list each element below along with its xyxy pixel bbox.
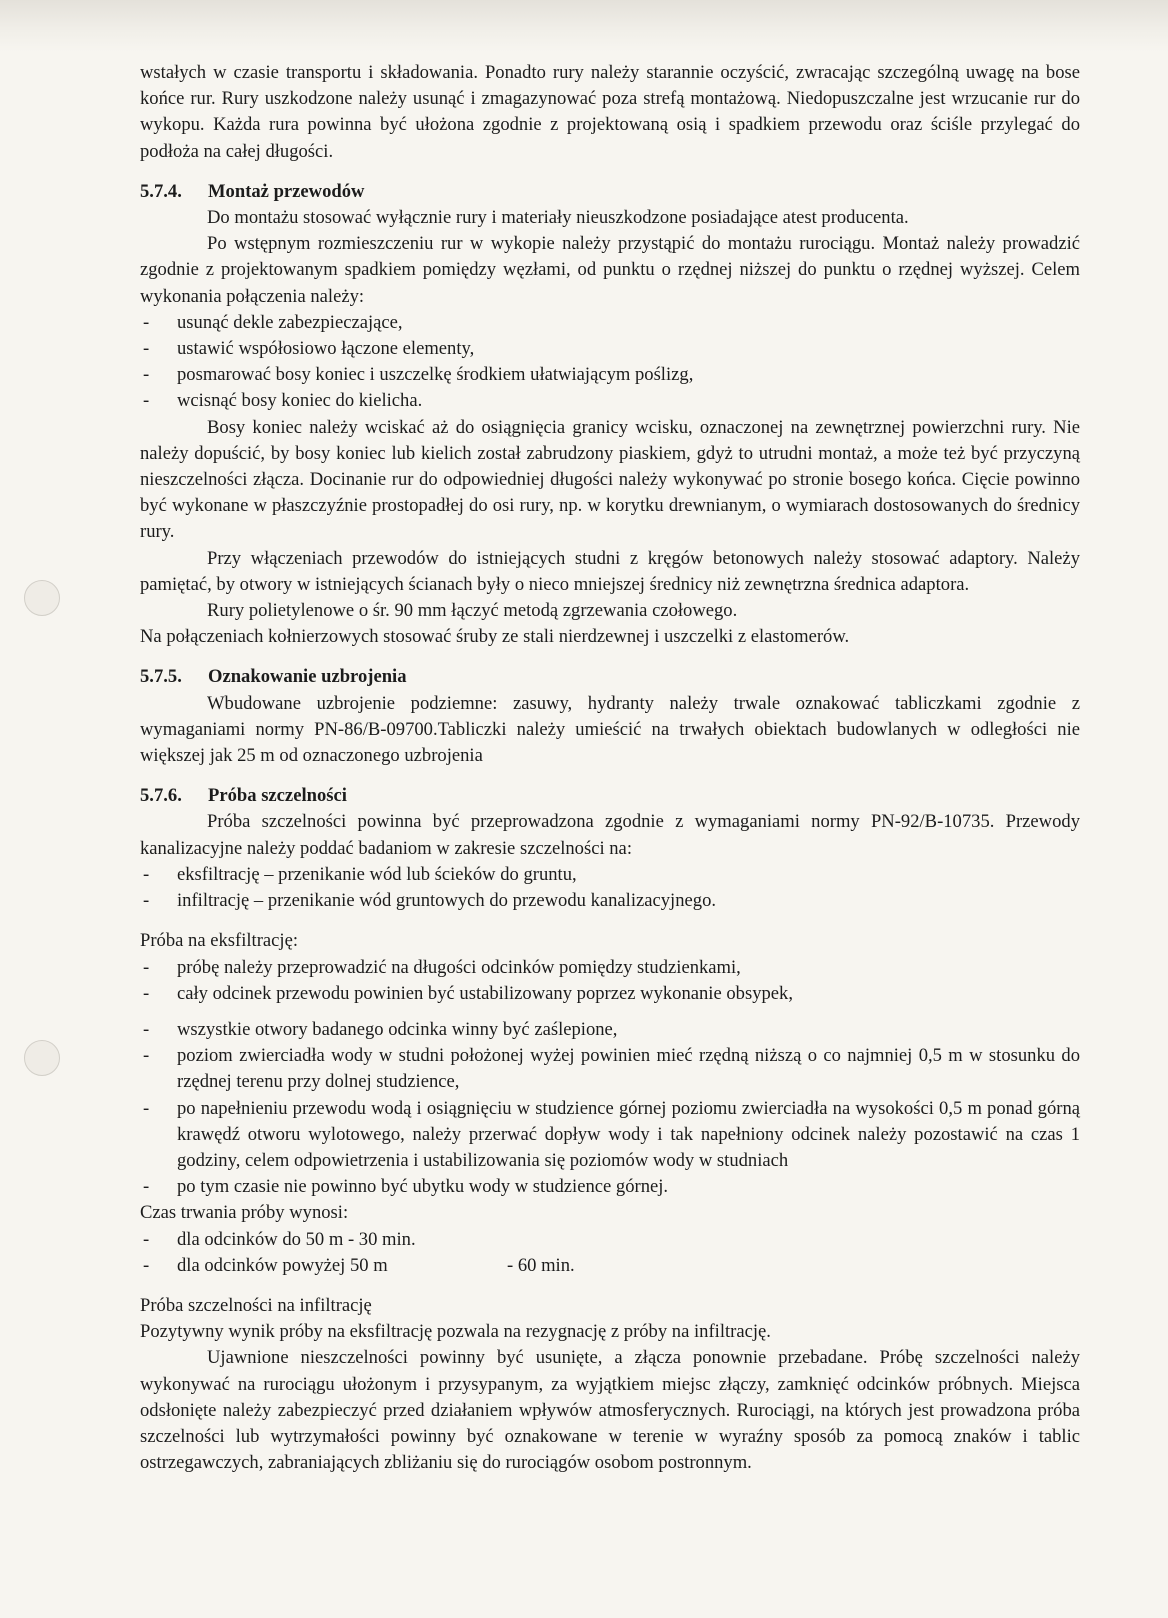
section-title: Oznakowanie uzbrojenia [208, 666, 407, 688]
list-item: - po napełnieniu przewodu wodą i osiągnięciu w studziencе górnej poziomu zwierciadła na wysokości 0,5 m ponad górną krawędź otworu wylotowego, należy przerwać dopływ wody i tak napełniony odcinek należy pozostawić na czas 1 godziny, celem odpowietrzenia i ustabilizowania się poziomów wody w studniach [140, 1096, 1080, 1175]
paragraph: Pozytywny wynik próby na eksfiltrację pozwala na rezygnację z próby na infiltrację. [140, 1321, 771, 1343]
list-item: - ustawić współosiowo łączone elementy, [140, 336, 1080, 362]
dash-list [140, 310, 1080, 415]
section-number: 5.7.6. [140, 785, 182, 807]
section-heading-5-7-4 [140, 179, 1080, 205]
dash-list [140, 1017, 1080, 1200]
paragraph: Po wstępnym rozmieszczeniu rur w wykopie należy przystąpić do montażu rurociągu. Montaż należy prowadzić zgodnie z projektowanym spadkiem pomiędzy węzłami, od punktu o rzędnej niższej do punktu o rzędnej wyższej. Celem wykonania połączenia należy: [140, 233, 1080, 307]
section-title: Próba szczelności [208, 785, 347, 807]
paragraph: Bosy koniec należy wciskać aż do osiągnięcia granicy wcisku, oznaczonej na zewnętrznej powierzchni rury. Nie należy dopuścić, by bosy koniec lub kielich został zabrudzony piaskiem, gdyż to utrudni montaż, a może też być przyczyną nieszczelności złącza. Docinanie rur do odpowiedniej długości należy wykonywać po stronie bosego końca. Cięcie powinno być wykonane w płaszczyźnie prostopadłej do osi rury, np. w korytku drewnianym, o wymiarach dostosowanych do średnicy rury. [140, 416, 1080, 543]
paragraph: Przy włączeniach przewodów do istniejących studni z kręgów betonowych należy stosować adaptory. Należy pamiętać, by otwory w istniejących ścianach były o nieco mniejszej średnicy niż zewnętrzna średnica adaptora. [140, 547, 1080, 595]
list-item: - cały odcinek przewodu powinien być ustabilizowany poprzez wykonanie obsypek, [140, 981, 1080, 1007]
dash-list [140, 862, 1080, 914]
document-body [140, 60, 1080, 1476]
list-item: - wszystkie otwory badanego odcinka winny być zaślepione, [140, 1017, 1080, 1043]
list-item: - próbę należy przeprowadzić na długości odcinków pomiędzy studzienkami, [140, 955, 1080, 981]
list-item: - po tym czasie nie powinno być ubytku wody w studziencе górnej. [140, 1174, 1080, 1200]
subheading: Próba na eksfiltrację: [140, 930, 298, 952]
duration-label: dla odcinków do 50 m - 30 min. [177, 1228, 416, 1250]
list-item: - eksfiltrację – przenikanie wód lub ścieków do gruntu, [140, 862, 1080, 888]
dash-list [140, 955, 1080, 1007]
paragraph: Do montażu stosować wyłącznie rury i materiały nieuszkodzone posiadające atest producenta. [207, 207, 909, 229]
list-item: - wcisnąć bosy koniec do kielicha. [140, 388, 1080, 414]
section-number: 5.7.5. [140, 666, 182, 688]
paragraph: Ujawnione nieszczelności powinny być usunięte, a złącza ponownie przebadane. Próbę szczelności należy wykonywać na rurociągu ułożonym i przysypanym, za wyjątkiem miejsc złączy, zamknięć odcinków próbnych. Miejsca odsłonięte należy zabezpieczyć przed działaniem wpływów atmosferycznych. Rurociągi, na których jest prowadzona próba szczelności lub wytrzymałości powinny być oznakowane w terenie w wyraźny sposób za pomocą znaków i tablic ostrzegawczych, zabraniających zbliżaniu się do rurociągów osobom postronnym. [140, 1347, 1080, 1474]
list-item: - posmarować bosy koniec i uszczelkę środkiem ułatwiającym poślizg, [140, 362, 1080, 388]
list-item [140, 1253, 1080, 1279]
paragraph: Próba szczelności powinna być przeprowadzona zgodnie z wymaganiami normy PN-92/B-10735. Przewody kanalizacyjne należy poddać badaniom w zakresie szczelności na: [140, 811, 1080, 859]
section-heading-5-7-5 [140, 664, 1080, 690]
subheading: Próba szczelności na infiltrację [140, 1294, 372, 1316]
list-item: - infiltrację – przenikanie wód gruntowych do przewodu kanalizacyjnego. [140, 888, 1080, 914]
section-heading-5-7-6 [140, 783, 1080, 809]
paragraph: Na połączeniach kołnierzowych stosować śruby ze stali nierdzewnej i uszczelki z elastomerów. [140, 626, 850, 648]
punch-hole [24, 580, 60, 616]
intro-paragraph: wstałych w czasie transportu i składowania. Ponadto rury należy starannie oczyścić, zwracając szczególną uwagę na bose końce rur. Rury uszkodzone należy usunąć i zmagazynować poza strefą montażową. Niedopuszczalne jest wrzucanie rur do wykopu. Każda rura powinna być ułożona zgodnie z projektowaną osią i spadkiem przewodu oraz ściśle przylegać do podłoża na całej długości. [140, 62, 1080, 162]
list-item [140, 1227, 1080, 1253]
dash-list [140, 1227, 1080, 1279]
paragraph: Wbudowane uzbrojenie podziemne: zasuwy, hydranty należy trwale oznakować tabliczkami zgodnie z wymaganiami normy PN-86/B-09700.Tabliczki należy umieścić na trwałych obiektach budowlanych w odległości nie większej jak 25 m od oznaczonego uzbrojenia [140, 692, 1080, 767]
paragraph: Rury polietylenowe o śr. 90 mm łączyć metodą zgrzewania czołowego. [207, 600, 738, 622]
duration-label: dla odcinków powyżej 50 m [177, 1254, 388, 1276]
section-title: Montaż przewodów [208, 180, 365, 202]
scan-top-shadow [0, 0, 1168, 52]
section-number: 5.7.4. [140, 180, 182, 202]
punch-hole [24, 1040, 60, 1076]
duration-value: - 60 min. [507, 1254, 575, 1276]
list-item: - usunąć dekle zabezpieczające, [140, 310, 1080, 336]
subheading: Czas trwania próby wynosi: [140, 1202, 349, 1224]
list-item: - poziom zwierciadła wody w studni położonej wyżej powinien mieć rzędną niższą o co najmniej 0,5 m w stosunku do rzędnej terenu przy dolnej studziencе, [140, 1043, 1080, 1095]
